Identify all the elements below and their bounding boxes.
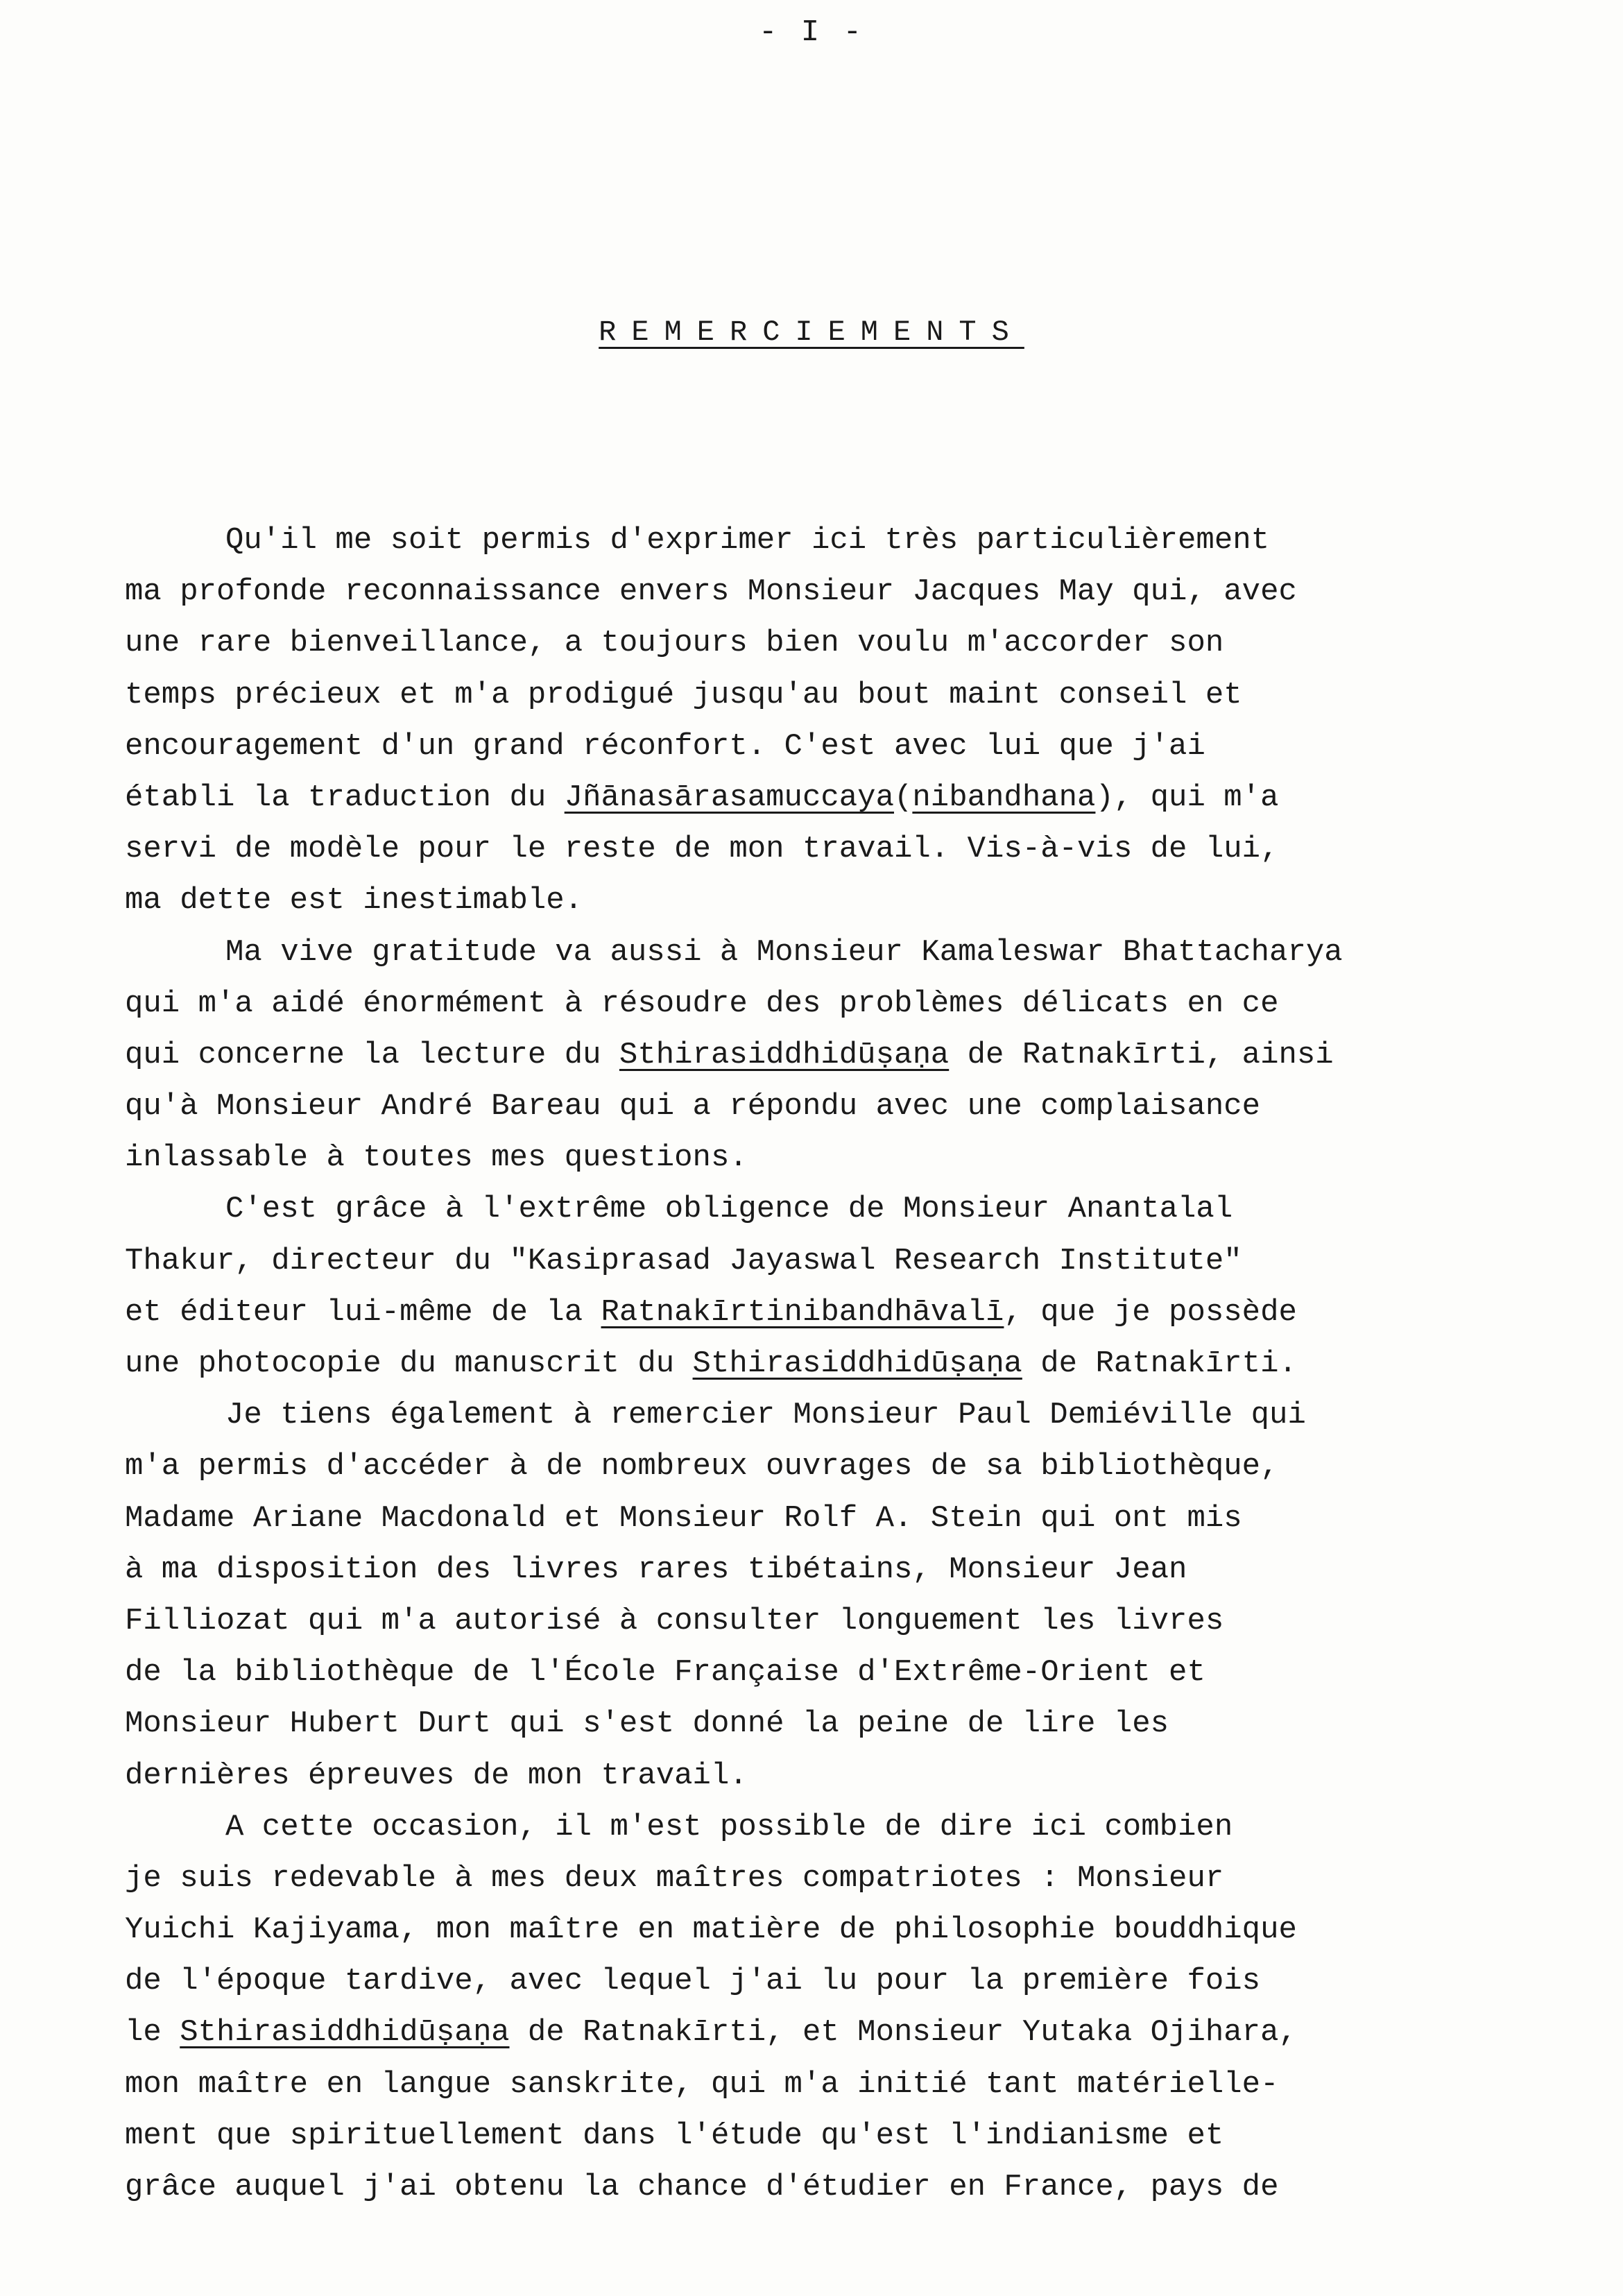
paragraph-line xyxy=(125,669,1512,721)
paragraph-line xyxy=(125,1132,1512,1183)
paragraph-line xyxy=(125,1544,1512,1595)
paragraph-line xyxy=(125,1955,1512,2007)
text-segment: mon maître en langue sanskrite, qui m'a initié tant matérielle- xyxy=(125,2066,1279,2102)
paragraph-line xyxy=(125,1595,1512,1647)
text-segment: Thakur, directeur du "Kasiprasad Jayaswal Research Institute" xyxy=(125,1243,1242,1278)
text-segment: encouragement d'un grand réconfort. C'est avec lui que j'ai xyxy=(125,728,1205,764)
paragraph-line xyxy=(125,1493,1512,1544)
paragraph-line xyxy=(125,721,1512,772)
text-segment: Yuichi Kajiyama, mon maître en matière de philosophie bouddhique xyxy=(125,1912,1297,1948)
text-segment: une rare bienveillance, a toujours bien voulu m'accorder son xyxy=(125,626,1224,661)
heading-text: REMERCIEMENTS xyxy=(599,316,1024,349)
text-segment: ma profonde reconnaissance envers Monsieur Jacques May qui, avec xyxy=(125,574,1297,610)
paragraph-line xyxy=(125,2110,1512,2161)
page-number: - I - xyxy=(758,15,865,50)
paragraph-line xyxy=(125,1287,1512,1338)
text-segment: m'a permis d'accéder à de nombreux ouvrages de sa bibliothèque, xyxy=(125,1449,1279,1484)
text-segment: et éditeur lui-même de la xyxy=(125,1294,601,1330)
acknowledgements-body xyxy=(125,515,1512,2213)
text-segment: qui m'a aidé énormément à résoudre des problèmes délicats en ce xyxy=(125,986,1279,1021)
paragraph-line xyxy=(125,1750,1512,1801)
paragraph-first-line xyxy=(125,515,1512,566)
paragraph-first-line xyxy=(125,1389,1512,1441)
text-segment: de Ratnakīrti. xyxy=(1022,1346,1297,1381)
text-segment: Monsieur Hubert Durt qui s'est donné la peine de lire les xyxy=(125,1706,1169,1742)
text-segment: grâce auquel j'ai obtenu la chance d'étudier en France, pays de xyxy=(125,2170,1279,2204)
text-segment: Qu'il me soit permis d'exprimer ici très particulièrement xyxy=(225,523,1270,558)
paragraph-first-line xyxy=(125,1183,1512,1235)
work-title: Sthirasiddhidūṣaṇa xyxy=(180,2015,510,2050)
text-segment: Filliozat qui m'a autorisé à consulter longuement les livres xyxy=(125,1603,1224,1638)
text-segment: A cette occasion, il m'est possible de dire ici combien xyxy=(225,1809,1233,1844)
paragraph-line xyxy=(125,2161,1512,2213)
text-segment: de la bibliothèque de l'École Française d'Extrême-Orient et xyxy=(125,1655,1205,1690)
text-segment: une photocopie du manuscrit du xyxy=(125,1346,693,1381)
text-segment: qui concerne la lecture du xyxy=(125,1037,619,1072)
text-segment: qu'à Monsieur André Bareau qui a répondu avec une complaisance xyxy=(125,1089,1261,1124)
text-segment: temps précieux et m'a prodigué jusqu'au bout maint conseil et xyxy=(125,677,1242,712)
text-segment: inlassable à toutes mes questions. xyxy=(125,1140,748,1176)
text-segment: Madame Ariane Macdonald et Monsieur Rolf A. Stein qui ont mis xyxy=(125,1500,1242,1536)
work-title: Sthirasiddhidūṣaṇa xyxy=(619,1037,950,1072)
text-segment: ), qui m'a xyxy=(1095,780,1279,815)
text-segment: établi la traduction du xyxy=(125,780,565,815)
work-title: Ratnakīrtinibandhāvalī xyxy=(601,1294,1004,1330)
paragraph-first-line xyxy=(125,1801,1512,1853)
work-title: Sthirasiddhidūṣaṇa xyxy=(692,1346,1022,1381)
paragraph-line xyxy=(125,1235,1512,1287)
text-segment: Je tiens également à remercier Monsieur Paul Demiéville qui xyxy=(225,1398,1306,1433)
section-heading xyxy=(0,316,1623,349)
paragraph-line xyxy=(125,1698,1512,1749)
paragraph-line xyxy=(125,1647,1512,1698)
paragraph-line xyxy=(125,1853,1512,1904)
text-segment: ma dette est inestimable. xyxy=(125,883,583,918)
paragraph-line xyxy=(125,823,1512,875)
text-segment: dernières épreuves de mon travail. xyxy=(125,1758,748,1793)
paragraph-line xyxy=(125,1338,1512,1389)
text-segment: , que je possède xyxy=(1004,1294,1297,1330)
paragraph-line xyxy=(125,1029,1512,1081)
text-segment: de Ratnakīrti, ainsi xyxy=(949,1037,1334,1072)
work-title: nibandhana xyxy=(912,780,1096,815)
text-segment: ( xyxy=(893,780,913,815)
text-segment: de Ratnakīrti, et Monsieur Yutaka Ojihara, xyxy=(509,2015,1297,2050)
paragraph-line xyxy=(125,617,1512,669)
paragraph-line xyxy=(125,875,1512,926)
text-segment: C'est grâce à l'extrême obligence de Monsieur Anantalal xyxy=(225,1192,1233,1227)
paragraph-first-line xyxy=(125,927,1512,978)
text-segment: de l'époque tardive, avec lequel j'ai lu pour la première fois xyxy=(125,1964,1261,1999)
paragraph-line xyxy=(125,978,1512,1029)
text-segment: à ma disposition des livres rares tibétains, Monsieur Jean xyxy=(125,1552,1187,1587)
paragraph-line xyxy=(125,2059,1512,2110)
text-segment: je suis redevable à mes deux maîtres compatriotes : Monsieur xyxy=(125,1860,1224,1896)
work-title: Jñānasārasamuccaya xyxy=(564,780,894,815)
paragraph-line xyxy=(125,1081,1512,1132)
text-segment: Ma vive gratitude va aussi à Monsieur Kamaleswar Bhattacharya xyxy=(225,934,1343,970)
paragraph-line xyxy=(125,2007,1512,2058)
text-segment: servi de modèle pour le reste de mon travail. Vis-à-vis de lui, xyxy=(125,832,1279,867)
text-segment: ment que spirituellement dans l'étude qu'est l'indianisme et xyxy=(125,2118,1224,2153)
paragraph-line xyxy=(125,772,1512,823)
paragraph-line xyxy=(125,1441,1512,1492)
text-segment: le xyxy=(125,2015,180,2050)
paragraph-line xyxy=(125,1904,1512,1955)
paragraph-line xyxy=(125,566,1512,617)
